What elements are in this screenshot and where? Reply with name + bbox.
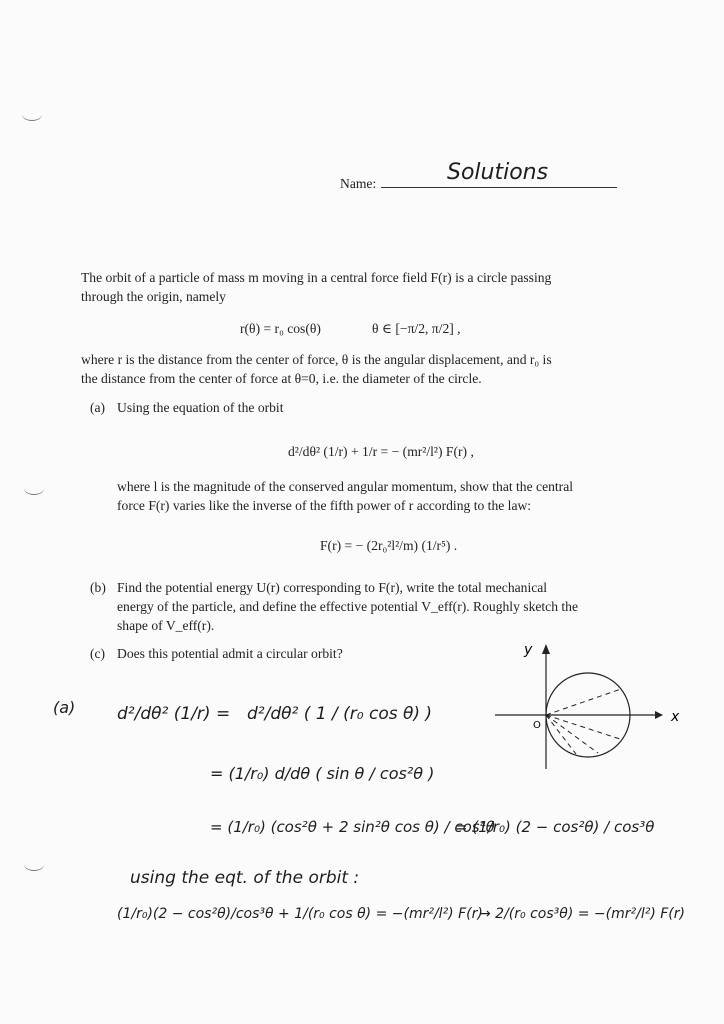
orbit-sketch — [490, 636, 690, 776]
x-axis-arrow — [655, 711, 663, 719]
part-b-label: (b) — [90, 580, 106, 595]
solution-line-4: (1/r₀)(2 − cos²θ)/cos³θ + 1/(r₀ cos θ) = −(mr²/l²) F(r) — [117, 906, 483, 922]
where-line-1: where r is the distance from the center of force, θ is the angular displacement, and r₀ is — [81, 352, 552, 367]
name-underline — [381, 187, 617, 188]
where-l-line-1: where l is the magnitude of the conserved angular momentum, show that the central — [117, 479, 574, 494]
binder-hole-mark — [24, 858, 44, 871]
solution-line-4-rhs: → 2/(r₀ cos³θ) = −(mr²/l²) F(r) — [479, 906, 685, 922]
orbit-domain: θ ∈ [−π/2, π/2] , — [372, 321, 461, 336]
radius-dashed — [546, 715, 598, 753]
part-b-line-1: Find the potential energy U(r) corresponding to F(r), write the total mechanical — [117, 580, 548, 595]
y-axis-arrow — [542, 644, 550, 654]
name-handwritten: Solutions — [447, 160, 549, 185]
binder-hole-mark — [24, 482, 44, 495]
sketch-y-label: y — [524, 642, 533, 658]
force-law: F(r) = − (2r₀²l²/m) (1/r⁵) . — [320, 538, 458, 553]
sketch-origin-label: O — [533, 720, 541, 731]
intro-line-1: The orbit of a particle of mass m moving in a central force field F(r) is a circle passing — [81, 270, 552, 285]
binder-hole-mark — [22, 108, 42, 121]
part-c-label: (c) — [90, 646, 106, 661]
part-b-line-3: shape of V_eff(r). — [117, 618, 215, 633]
solution-line-2: = (1/r₀) d/dθ ( sin θ / cos²θ ) — [210, 764, 435, 783]
radius-dashed — [546, 715, 620, 739]
solution-line-3: = (1/r₀) (cos²θ + 2 sin²θ cos θ) / cos⁴θ — [210, 818, 495, 836]
orbit-differential-equation: d²/dθ² (1/r) + 1/r = − (mr²/l²) F(r) , — [288, 444, 474, 459]
radius-dashed — [546, 689, 621, 715]
name-label: Name: — [340, 176, 377, 191]
part-a-text: Using the equation of the orbit — [117, 400, 284, 415]
intro-line-2: through the origin, namely — [81, 289, 226, 304]
solution-label: (a) — [53, 698, 76, 717]
part-a-label: (a) — [90, 400, 106, 415]
where-line-2: the distance from the center of force at θ=0, i.e. the diameter of the circle. — [81, 371, 482, 386]
part-b-line-2: energy of the particle, and define the effective potential V_eff(r). Roughly sketch the — [117, 599, 579, 614]
using-orbit-text: using the eqt. of the orbit : — [130, 868, 360, 888]
solution-line-3-rhs: = (1/r₀) (2 − cos²θ) / cos³θ — [455, 818, 655, 836]
solution-line-1-rhs: d²/dθ² ( 1 / (r₀ cos θ) ) — [247, 704, 433, 724]
part-c-text: Does this potential admit a circular orbit? — [117, 646, 343, 661]
sketch-x-label: x — [671, 709, 680, 725]
orbit-equation: r(θ) = r₀ cos(θ) — [240, 321, 321, 336]
where-l-line-2: force F(r) varies like the inverse of the fifth power of r according to the law: — [117, 498, 532, 513]
solution-line-1-lhs: d²/dθ² (1/r) = — [117, 704, 231, 724]
